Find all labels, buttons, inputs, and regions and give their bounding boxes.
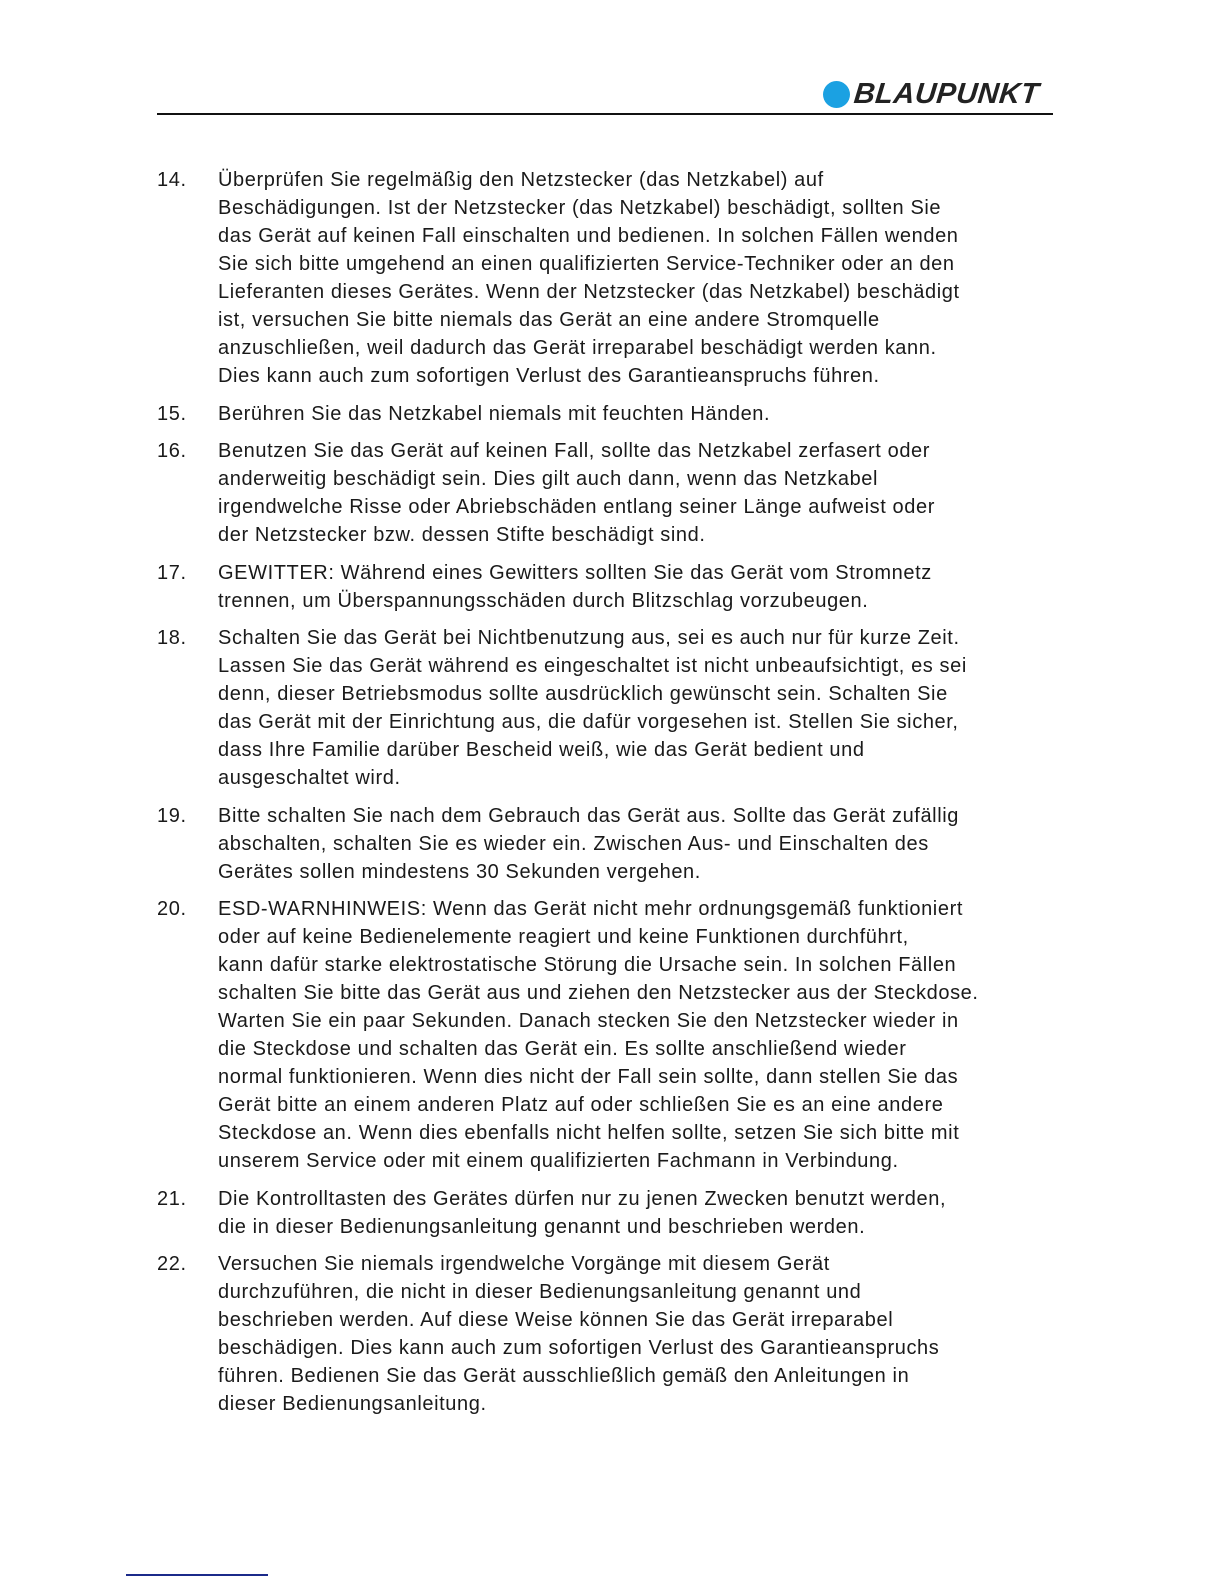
text-line: dass Ihre Familie darüber Bescheid weiß, wie das Gerät bedient und — [218, 739, 865, 761]
item-text — [218, 559, 1077, 615]
brand-logo — [823, 78, 1039, 111]
text-line: kann dafür starke elektrostatische Störung die Ursache sein. In solchen Fällen — [218, 954, 957, 976]
text-line: Lieferanten dieses Gerätes. Wenn der Netzstecker (das Netzkabel) beschädigt — [218, 281, 960, 303]
text-line: führen. Bedienen Sie das Gerät ausschließlich gemäß den Anleitungen in — [218, 1365, 910, 1387]
text-line: anderweitig beschädigt sein. Dies gilt auch dann, wenn das Netzkabel — [218, 468, 879, 490]
text-line: schalten Sie bitte das Gerät aus und ziehen den Netzstecker aus der Steckdose. — [218, 982, 979, 1004]
text-line: Sie sich bitte umgehend an einen qualifizierten Service-Techniker oder an den — [218, 253, 955, 275]
text-line: Berühren Sie das Netzkabel niemals mit feuchten Händen. — [218, 402, 771, 425]
text-line: ist, versuchen Sie bitte niemals das Gerät an eine andere Stromquelle — [218, 309, 880, 331]
text-line: Die Kontrolltasten des Gerätes dürfen nur zu jenen Zwecken benutzt werden, — [218, 1187, 947, 1210]
list-item — [157, 1185, 1077, 1241]
text-line: das Gerät auf keinen Fall einschalten und bedienen. In solchen Fällen wenden — [218, 225, 959, 247]
text-line: ESD-WARNHINWEIS: Wenn das Gerät nicht mehr ordnungsgemäß funktioniert — [218, 898, 963, 920]
list-item — [157, 559, 1077, 615]
item-text — [218, 895, 1077, 1175]
list-item — [157, 802, 1077, 886]
item-number: 19. — [157, 804, 187, 827]
text-line: ausgeschaltet wird. — [218, 767, 401, 789]
brand-name: BLAUPUNKT — [852, 78, 1041, 110]
item-number: 14. — [157, 169, 187, 191]
list-item — [157, 166, 1077, 390]
text-line: Versuchen Sie niemals irgendwelche Vorgänge mit diesem Gerät — [218, 1253, 830, 1275]
safety-instructions-list — [157, 166, 1077, 1428]
list-item — [157, 1250, 1077, 1418]
item-text — [218, 437, 1077, 549]
item-text — [218, 166, 1077, 390]
text-line: die in dieser Bedienungsanleitung genannt und beschrieben werden. — [218, 1215, 866, 1238]
footer-divider — [126, 1574, 268, 1576]
text-line: normal funktionieren. Wenn dies nicht der Fall sein sollte, dann stellen Sie das — [218, 1066, 959, 1088]
item-number: 20. — [157, 898, 187, 920]
text-line: denn, dieser Betriebsmodus sollte ausdrücklich gewünscht sein. Schalten Sie — [218, 683, 948, 705]
item-number: 21. — [157, 1187, 187, 1210]
text-line: Gerätes sollen mindestens 30 Sekunden vergehen. — [218, 860, 701, 883]
text-line: Dies kann auch zum sofortigen Verlust des Garantieanspruchs führen. — [218, 365, 880, 387]
text-line: Schalten Sie das Gerät bei Nichtbenutzung aus, sei es auch nur für kurze Zeit. — [218, 627, 960, 649]
text-line: trennen, um Überspannungsschäden durch Blitzschlag vorzubeugen. — [218, 589, 869, 612]
text-line: die Steckdose und schalten das Gerät ein. Es sollte anschließend wieder — [218, 1038, 907, 1060]
list-item — [157, 895, 1077, 1175]
text-line: Lassen Sie das Gerät während es eingeschaltet ist nicht unbeaufsichtigt, es sei — [218, 655, 967, 677]
list-item — [157, 624, 1077, 792]
item-text — [218, 400, 1077, 428]
header-divider — [157, 113, 1053, 115]
text-line: anzuschließen, weil dadurch das Gerät irreparabel beschädigt werden kann. — [218, 337, 937, 359]
text-line: Steckdose an. Wenn dies ebenfalls nicht helfen sollte, setzen Sie sich bitte mit — [218, 1122, 960, 1144]
list-item — [157, 400, 1077, 428]
text-line: beschrieben werden. Auf diese Weise können Sie das Gerät irreparabel — [218, 1309, 894, 1331]
item-number: 16. — [157, 440, 187, 462]
item-text — [218, 1250, 1077, 1418]
text-line: Warten Sie ein paar Sekunden. Danach stecken Sie den Netzstecker wieder in — [218, 1010, 959, 1032]
item-number: 18. — [157, 627, 187, 649]
text-line: Bitte schalten Sie nach dem Gebrauch das Gerät aus. Sollte das Gerät zufällig — [218, 804, 960, 827]
item-number: 17. — [157, 561, 187, 584]
list-item — [157, 437, 1077, 549]
text-line: Beschädigungen. Ist der Netzstecker (das Netzkabel) beschädigt, sollten Sie — [218, 197, 942, 219]
item-text — [218, 802, 1077, 886]
text-line: abschalten, schalten Sie es wieder ein. Zwischen Aus- und Einschalten des — [218, 832, 929, 855]
text-line: oder auf keine Bedienelemente reagiert und keine Funktionen durchführt, — [218, 926, 909, 948]
text-line: durchzuführen, die nicht in dieser Bedienungsanleitung genannt und — [218, 1281, 862, 1303]
item-text — [218, 624, 1077, 792]
item-number: 22. — [157, 1253, 187, 1275]
text-line: Gerät bitte an einem anderen Platz auf oder schließen Sie es an eine andere — [218, 1094, 944, 1116]
text-line: unserem Service oder mit einem qualifizierten Fachmann in Verbindung. — [218, 1150, 899, 1172]
text-line: GEWITTER: Während eines Gewitters sollten Sie das Gerät vom Stromnetz — [218, 561, 932, 584]
item-number: 15. — [157, 402, 187, 425]
text-line: dieser Bedienungsanleitung. — [218, 1393, 487, 1415]
text-line: Benutzen Sie das Gerät auf keinen Fall, sollte das Netzkabel zerfasert oder — [218, 440, 931, 462]
text-line: der Netzstecker bzw. dessen Stifte beschädigt sind. — [218, 524, 706, 546]
text-line: irgendwelche Risse oder Abriebschäden entlang seiner Länge aufweist oder — [218, 496, 935, 518]
item-text — [218, 1185, 1077, 1241]
text-line: beschädigen. Dies kann auch zum sofortigen Verlust des Garantieanspruchs — [218, 1337, 940, 1359]
text-line: Überprüfen Sie regelmäßig den Netzstecker (das Netzkabel) auf — [218, 169, 824, 191]
logo-dot-icon — [823, 81, 850, 108]
text-line: das Gerät mit der Einrichtung aus, die dafür vorgesehen ist. Stellen Sie sicher, — [218, 711, 959, 733]
